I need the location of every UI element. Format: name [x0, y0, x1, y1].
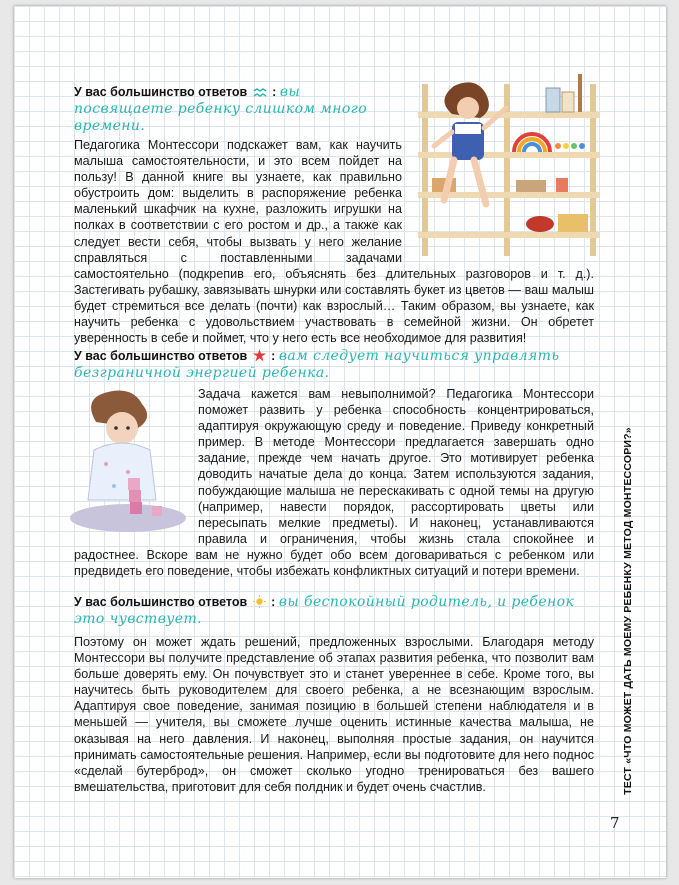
section-2-heading-lead: У вас большинство ответов	[74, 349, 248, 363]
section-3-heading-lead: У вас большинство ответов	[74, 595, 248, 609]
child-with-blocks-illustration	[66, 388, 190, 538]
section-1-heading-lead: У вас большинство ответов	[74, 85, 248, 99]
section-2-colon: :	[267, 349, 276, 363]
section-1-colon: :	[268, 85, 277, 99]
section-1-body: Педагогика Монтессори подскажет вам, как научить малыша самостоятельности, и это всем пойдет на пользу! В данной книге вы узнаете, как правильно обустроить дом: выделить в распоряжение ребенка маленький шкафчик на кухне, разложить игрушки на полках в соответствии с его ростом и др., а также как следует вести себя, чтобы вызвать у него желание справляться с поставленными задачами самостоятельно (подкрепив его, объяснять без длительных разговоров и т. д.). Застегивать рубашку, завязывать шнурки или составлять букет из цветов — ваш малыш будет стремиться все делать (почти) как взрослый… Таким образом, вы узнаете, как научить ребенка с удовольствием участвовать в семейной жизни. Он обретет уверенность в себе и поймет, что у него есть все необходимое для развития!	[74, 138, 594, 346]
yellow-sun-icon	[253, 595, 266, 608]
section-3-script: вы беспокойный родитель, и ребенок это чувствует.	[74, 594, 575, 627]
girl-at-shelf-illustration	[408, 74, 606, 264]
section-3-body: Поэтому он может ждать решений, предложенных взрослыми. Благодаря методу Монтессори вы получите представление об этапах развития ребенка, что позволит вам больше доверять ему. Он почувствует это и станет увереннее в себе. Кроме того, вы научитесь быть руководителем для своего ребенка, а не всезнающим взрослым. Адаптируя свое поведение, занимая позицию в большей степени наблюдателя и в меньшей — учителя, вы сможете лучше оценить истинные качества малыша, не оказывая на него давления. И наконец, выполняя простые задания, он научится принимать самостоятельные решения. Например, если вы подготовите для него поднос «сделай бутерброд», он сможет сколько угодно тренироваться без вашего вмешательства, приготовит для себя полдник и будет очень счастлив.	[74, 635, 594, 794]
red-star-icon	[253, 349, 266, 362]
section-2-body: Задача кажется вам невыполнимой? Педагогика Монтессори поможет развить у ребенка способность концентрироваться, адаптируя окружающую среду и поведение. Приведу конкретный пример. В методе Монтессори предлагается завершать одно задание, прежде чем начать другое. Это мотивирует ребенка доводить начатые дела до конца. Затем используются задания, побуждающие малыша не перескакивать с одной темы на другую (например, навести порядок, рассортировать цветы или пересыпать мелкие предметы). И наконец, устанавливаются правила и ограничения, чтобы жизнь стала спокойнее и радостнее. Вскоре вам не нужно будет обо всем договариваться с ребенком или предвидеть его поведение, чтобы избежать конфликтных ситуаций и потери времени.	[74, 387, 594, 579]
section-2	[74, 348, 594, 579]
teal-zigzag-icon	[253, 88, 267, 98]
section-3-colon: :	[267, 595, 276, 609]
section-3-heading	[74, 594, 594, 628]
section-2-heading	[74, 348, 594, 382]
section-1-script: вы посвящаете ребенку слишком много времени.	[74, 84, 368, 134]
section-2-script: вам следует научиться управлять безграничной энергией ребенка.	[74, 348, 560, 381]
section-3	[74, 594, 594, 795]
page-number: 7	[610, 814, 620, 832]
book-page	[14, 6, 666, 878]
section-1	[74, 84, 594, 346]
chapter-sidebar-title: ТЕСТ «ЧТО МОЖЕТ ДАТЬ МОЕМУ РЕБЕНКУ МЕТОД МОНТЕССОРИ?»	[622, 427, 634, 795]
chapter-sidebar	[618, 427, 638, 795]
